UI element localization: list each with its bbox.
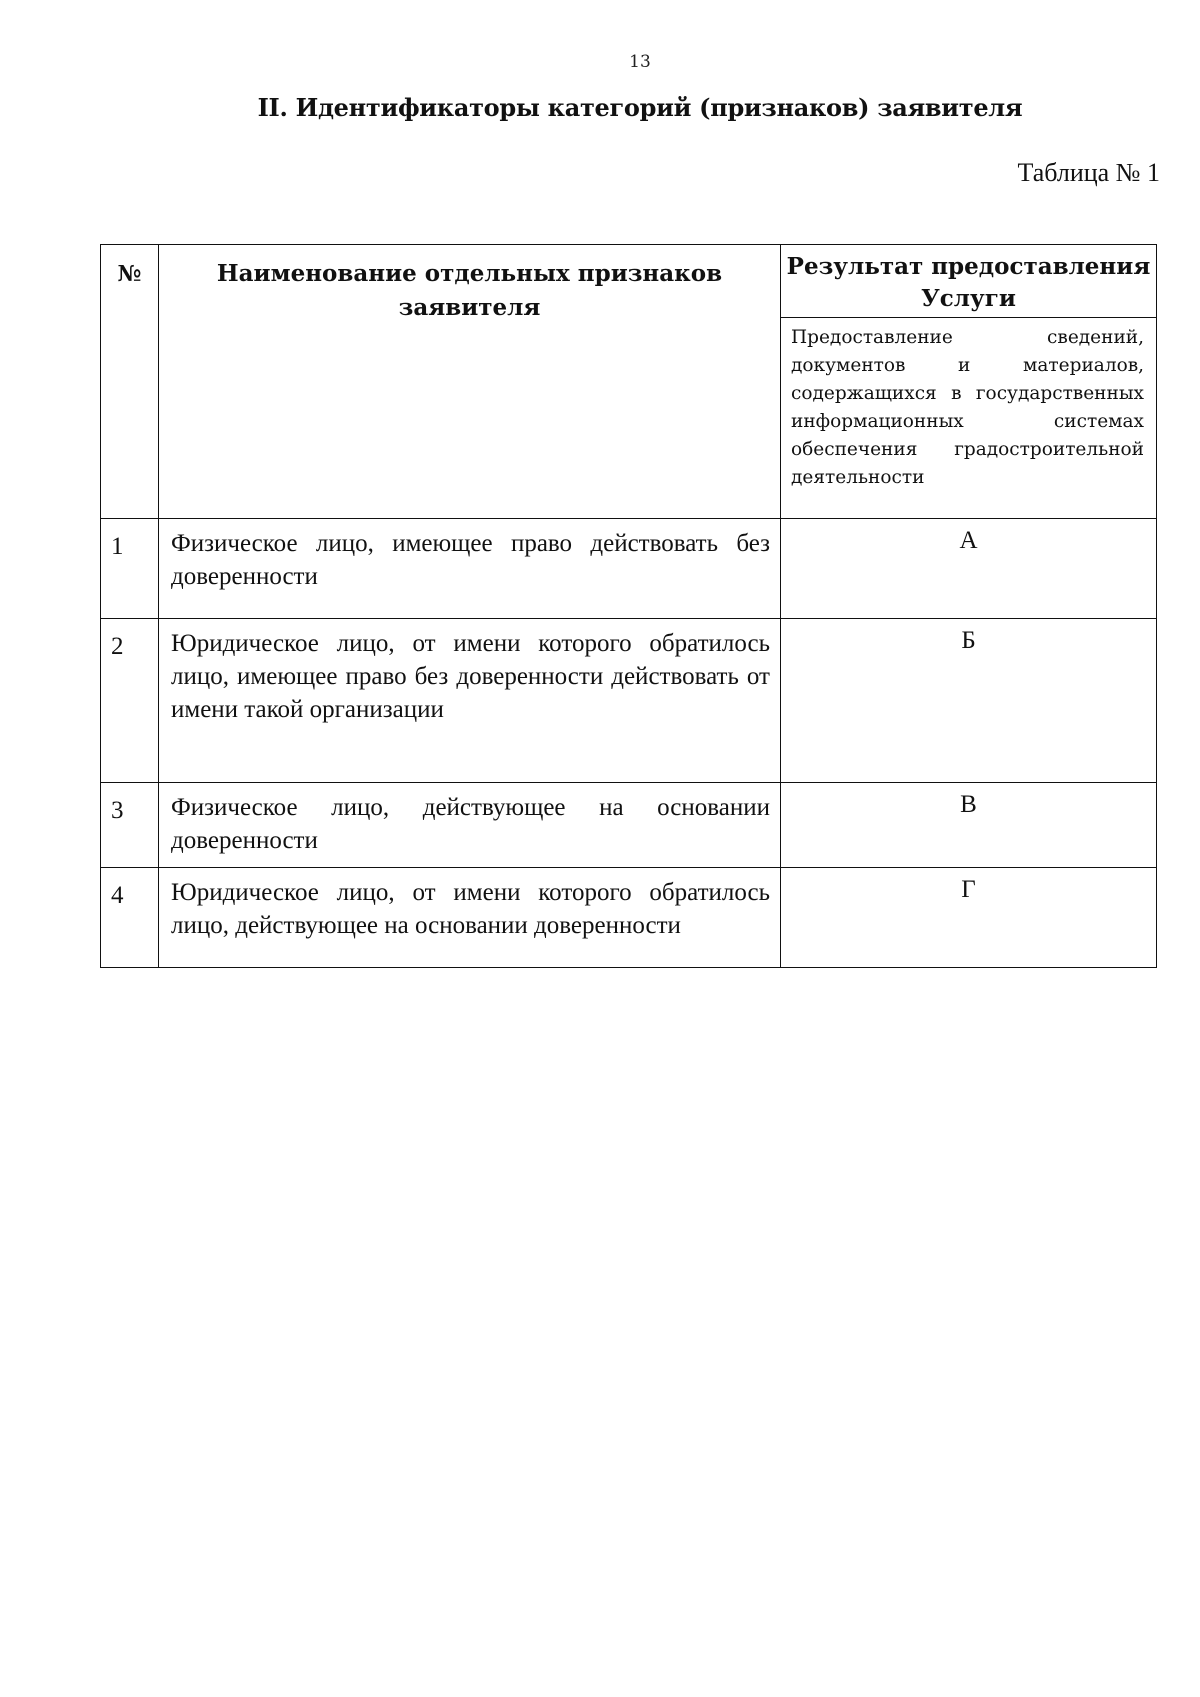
table-row bbox=[101, 783, 1157, 868]
table-row bbox=[101, 868, 1157, 968]
header-number: № bbox=[101, 245, 159, 519]
header-attribute-name: Наименование отдельных признаков заявителя bbox=[159, 245, 781, 519]
row-result-code: А bbox=[781, 519, 1157, 619]
header-result-title: Результат предоставления Услуги bbox=[781, 245, 1156, 318]
row-number: 4 bbox=[101, 868, 159, 968]
row-attribute-name: Юридическое лицо, от имени которого обратилось лицо, действующее на основании доверенности bbox=[159, 868, 781, 968]
table-caption: Таблица № 1 bbox=[1017, 158, 1160, 187]
applicant-categories-table bbox=[100, 244, 1157, 968]
row-result-code: Б bbox=[781, 619, 1157, 783]
header-result-cell bbox=[781, 245, 1157, 519]
table-header-row bbox=[101, 245, 1157, 519]
row-attribute-name: Юридическое лицо, от имени которого обратилось лицо, имеющее право без доверенности действовать от имени такой организации bbox=[159, 619, 781, 783]
row-attribute-name: Физическое лицо, действующее на основании доверенности bbox=[159, 783, 781, 868]
row-number: 1 bbox=[101, 519, 159, 619]
row-result-code: В bbox=[781, 783, 1157, 868]
row-attribute-name: Физическое лицо, имеющее право действовать без доверенности bbox=[159, 519, 781, 619]
section-title: II. Идентификаторы категорий (признаков) заявителя bbox=[257, 93, 1023, 122]
header-result-subtitle: Предоставление сведений, документов и материалов, содержащихся в государственных информационных системах обеспечения градостроительной деятельности bbox=[791, 327, 1144, 488]
row-number: 3 bbox=[101, 783, 159, 868]
table-row bbox=[101, 519, 1157, 619]
table-row bbox=[101, 619, 1157, 783]
row-number: 2 bbox=[101, 619, 159, 783]
row-result-code: Г bbox=[781, 868, 1157, 968]
page-number: 13 bbox=[629, 52, 651, 72]
